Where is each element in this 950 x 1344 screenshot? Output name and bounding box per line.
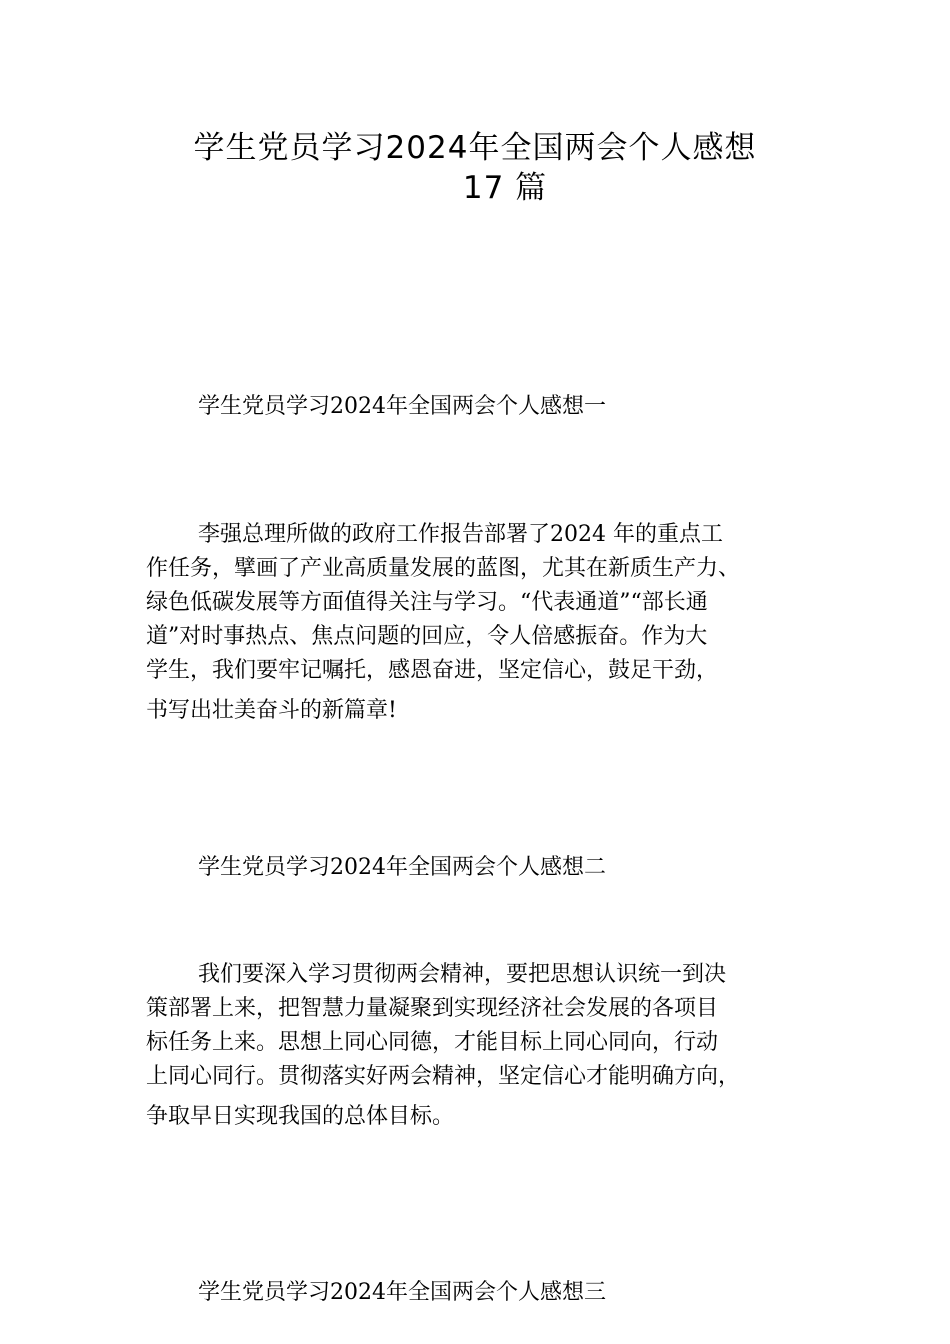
section-heading-1: 学生党员学习2024年全国两会个人感想一 [198,394,606,419]
document-title: 学生党员学习2024年全国两会个人感想 [193,130,757,166]
paragraph-line: 标任务上来。思想上同心同德，才能目标上同心同向，行动 [146,1030,719,1055]
paragraph-line: 李强总理所做的政府工作报告部署了2024 年的重点工 [198,522,723,547]
paragraph-line: 争取早日实现我国的总体目标。 [146,1104,455,1129]
paragraph-line: 绿色低碳发展等方面值得关注与学习。“代表通道”“部长通 [146,590,708,615]
document-title-count: 17 篇 [462,170,548,206]
paragraph-line: 作任务，擘画了产业高质量发展的蓝图，尤其在新质生产力、 [146,556,741,581]
section-heading-2: 学生党员学习2024年全国两会个人感想二 [198,855,606,880]
paragraph-line: 上同心同行。贯彻落实好两会精神，坚定信心才能明确方向， [146,1064,741,1089]
paragraph-line: 策部署上来，把智慧力量凝聚到实现经济社会发展的各项目 [146,996,719,1021]
section-paragraph-2 [146,958,816,1134]
paragraph-line: 学生，我们要牢记嘱托，感恩奋进，坚定信心，鼓足干劲， [146,658,719,683]
paragraph-line: 书写出壮美奋斗的新篇章! [146,698,397,723]
paragraph-line: 我们要深入学习贯彻两会精神，要把思想认识统一到决 [198,962,727,987]
section-paragraph-1 [146,518,816,728]
section-heading-3: 学生党员学习2024年全国两会个人感想三 [198,1280,606,1305]
paragraph-line: 道”对时事热点、焦点问题的回应，令人倍感振奋。作为大 [146,624,708,649]
